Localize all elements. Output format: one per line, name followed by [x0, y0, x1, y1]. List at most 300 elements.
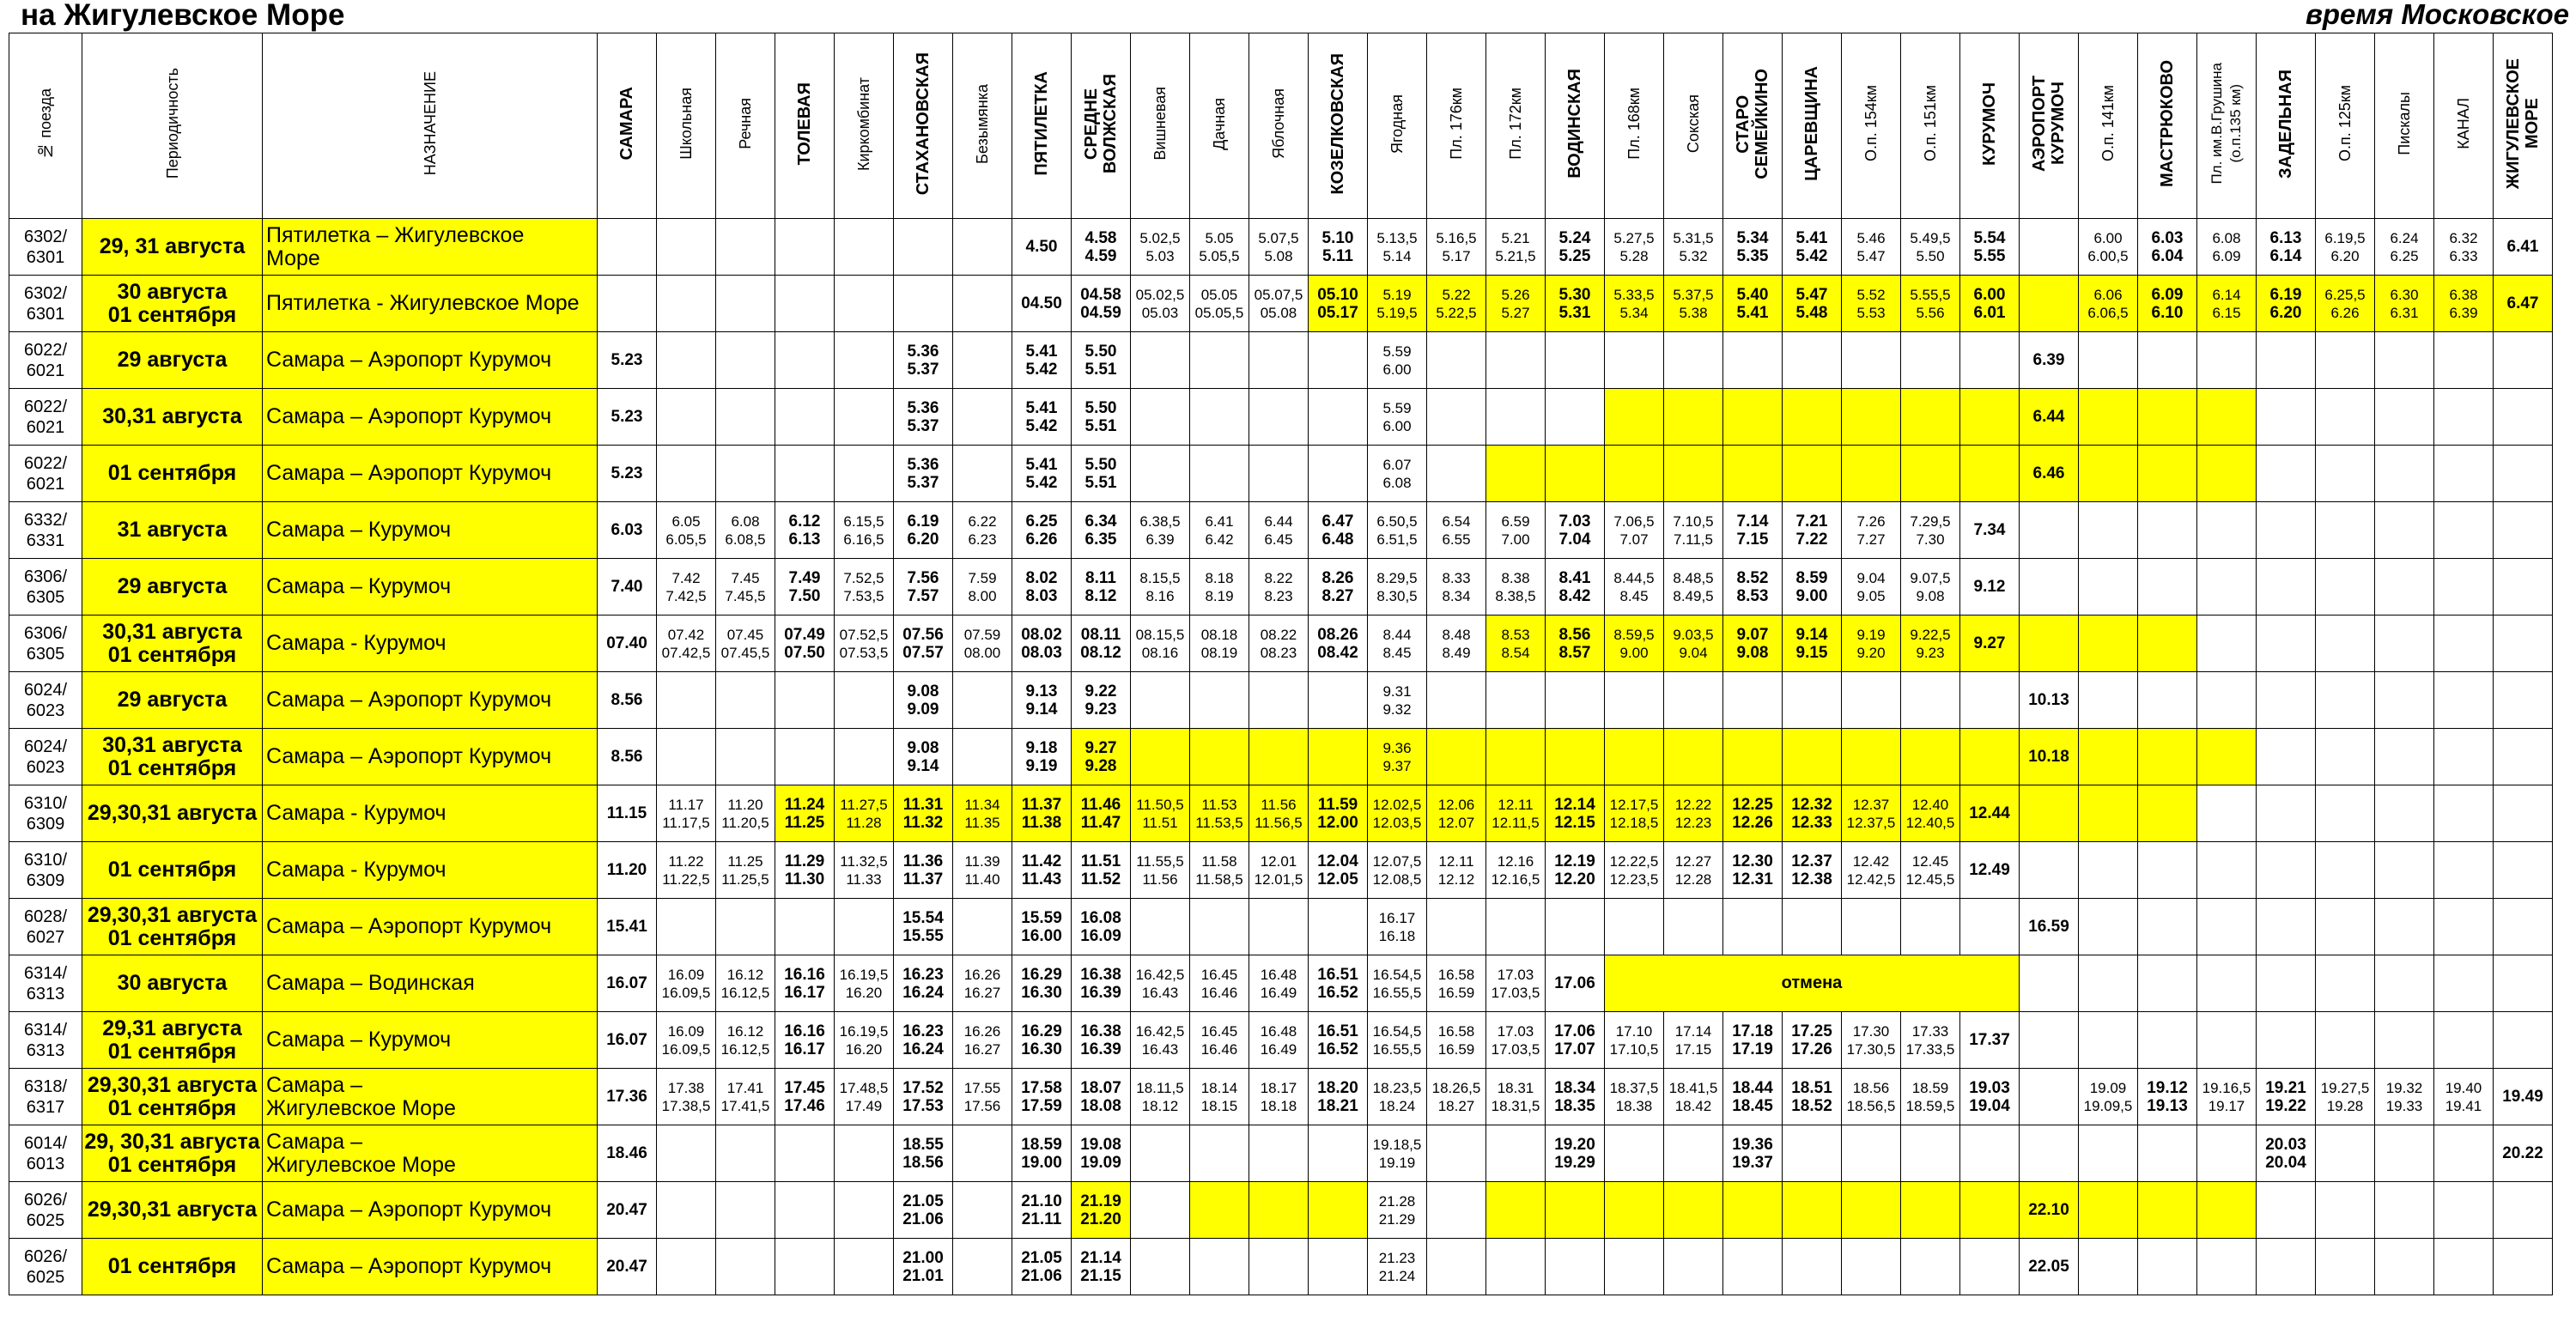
time-cell	[2138, 446, 2197, 502]
time-cell	[1427, 1125, 1486, 1182]
time-cell	[1960, 1182, 2020, 1239]
time-cell	[1723, 899, 1783, 955]
time-cell: 22.10	[2020, 1182, 2079, 1239]
time-cell	[1605, 1125, 1664, 1182]
time-cell: 4.50	[1012, 219, 1072, 276]
time-cell: 12.01 12.01,5	[1249, 842, 1309, 899]
time-cell	[1546, 672, 1605, 729]
time-cell: 5.22 5.22,5	[1427, 276, 1486, 332]
time-cell: 5.55,5 5.56	[1901, 276, 1960, 332]
train-number: 6318/ 6317	[9, 1069, 82, 1125]
time-cell: 5.41 5.42	[1783, 219, 1842, 276]
time-cell	[1427, 1239, 1486, 1295]
time-cell	[2138, 389, 2197, 446]
time-cell	[1249, 729, 1309, 785]
column-header	[2079, 33, 2138, 219]
time-cell	[894, 219, 953, 276]
time-cell: 6.34 6.35	[1072, 502, 1131, 559]
time-cell: 8.48,5 8.49,5	[1664, 559, 1723, 616]
time-cell: 11.37 11.38	[1012, 785, 1072, 842]
time-cell: 5.23	[598, 389, 657, 446]
time-cell	[2494, 502, 2553, 559]
time-cell	[775, 389, 835, 446]
time-cell: 08.18 08.19	[1190, 616, 1249, 672]
time-cell: 5.33,5 5.34	[1605, 276, 1664, 332]
column-label: Вишневая	[1151, 87, 1169, 161]
time-cell	[775, 1239, 835, 1295]
time-cell	[716, 446, 775, 502]
time-cell	[2494, 559, 2553, 616]
time-cell	[716, 389, 775, 446]
column-label: Пл. 176км	[1448, 88, 1465, 160]
time-cell	[2494, 955, 2553, 1012]
time-cell	[1664, 672, 1723, 729]
periodicity: 29, 30,31 августа 01 сентября	[82, 1125, 263, 1182]
column-label: СТАХАНОВСКАЯ	[914, 52, 933, 196]
time-cell: 16.29 16.30	[1012, 955, 1072, 1012]
time-cell: 6.12 6.13	[775, 502, 835, 559]
time-cell: 21.23 21.24	[1368, 1239, 1427, 1295]
time-cell: 7.45 7.45,5	[716, 559, 775, 616]
time-cell: 19.18,5 19.19	[1368, 1125, 1427, 1182]
time-cell	[657, 672, 716, 729]
time-cell: 18.59 18.59,5	[1901, 1069, 1960, 1125]
time-cell: 19.03 19.04	[1960, 1069, 2020, 1125]
periodicity: 30,31 августа 01 сентября	[82, 729, 263, 785]
time-cell: 11.20 11.20,5	[716, 785, 775, 842]
time-cell	[2138, 502, 2197, 559]
time-cell	[2020, 616, 2079, 672]
time-cell: 8.18 8.19	[1190, 559, 1249, 616]
time-cell	[657, 1125, 716, 1182]
time-cell: 7.26 7.27	[1842, 502, 1901, 559]
time-cell	[2375, 1125, 2434, 1182]
time-cell: 11.27,5 11.28	[835, 785, 894, 842]
column-label: О.п. 125км	[2336, 85, 2354, 162]
time-cell	[2079, 729, 2138, 785]
table-row	[9, 559, 2553, 616]
time-cell	[657, 276, 716, 332]
time-cell	[657, 899, 716, 955]
time-cell: 07.42 07.42,5	[657, 616, 716, 672]
time-cell: 17.06	[1546, 955, 1605, 1012]
periodicity: 01 сентября	[82, 446, 263, 502]
time-cell	[1190, 1182, 1249, 1239]
time-cell	[775, 899, 835, 955]
column-header	[1249, 33, 1309, 219]
time-cell: 12.30 12.31	[1723, 842, 1783, 899]
time-cell	[1960, 446, 2020, 502]
column-header	[1960, 33, 2020, 219]
time-cell: 5.16,5 5.17	[1427, 219, 1486, 276]
time-cell	[1901, 332, 1960, 389]
time-cell: 12.17,5 12.18,5	[1605, 785, 1664, 842]
time-cell: 08.22 08.23	[1249, 616, 1309, 672]
column-header	[2138, 33, 2197, 219]
time-cell: 5.23	[598, 332, 657, 389]
time-cell: 9.27	[1960, 616, 2020, 672]
time-cell	[2079, 672, 2138, 729]
time-cell: 22.05	[2020, 1239, 2079, 1295]
column-header	[775, 33, 835, 219]
time-cell	[1427, 332, 1486, 389]
time-cell	[1486, 332, 1546, 389]
train-number: 6022/ 6021	[9, 446, 82, 502]
time-cell	[2020, 1012, 2079, 1069]
time-cell	[2316, 1125, 2375, 1182]
time-cell: 04.50	[1012, 276, 1072, 332]
time-cell: 4.58 4.59	[1072, 219, 1131, 276]
time-cell	[953, 729, 1012, 785]
column-header	[894, 33, 953, 219]
time-cell	[2079, 1125, 2138, 1182]
column-label: ТОЛЕВАЯ	[795, 82, 814, 166]
time-cell: 6.32 6.33	[2434, 219, 2494, 276]
time-cell: 16.09 16.09,5	[657, 955, 716, 1012]
train-number: 6014/ 6013	[9, 1125, 82, 1182]
time-cell: 18.55 18.56	[894, 1125, 953, 1182]
time-cell: 9.22,5 9.23	[1901, 616, 1960, 672]
destination: Самара – Курумоч	[263, 1012, 598, 1069]
time-cell	[657, 446, 716, 502]
time-cell	[1664, 899, 1723, 955]
time-cell	[2434, 559, 2494, 616]
time-cell	[2079, 332, 2138, 389]
time-cell	[1486, 446, 1546, 502]
time-cell	[1723, 389, 1783, 446]
time-cell	[2197, 616, 2257, 672]
time-cell	[2197, 559, 2257, 616]
time-cell	[2375, 1239, 2434, 1295]
column-label: Речная	[737, 98, 754, 149]
time-cell	[775, 332, 835, 389]
time-cell	[1486, 1239, 1546, 1295]
time-cell	[2434, 1012, 2494, 1069]
destination: Самара – Аэропорт Курумоч	[263, 332, 598, 389]
table-row	[9, 842, 2553, 899]
time-cell: 16.07	[598, 955, 657, 1012]
column-label: МАСТРЮКОВО	[2158, 60, 2177, 187]
column-label: СТАРО СЕМЕЙКИНО	[1734, 68, 1771, 179]
time-cell	[657, 1239, 716, 1295]
time-cell	[2375, 1182, 2434, 1239]
time-cell: 05.07,5 05.08	[1249, 276, 1309, 332]
destination: Самара – Аэропорт Курумоч	[263, 1182, 598, 1239]
time-cell: 6.41 6.42	[1190, 502, 1249, 559]
time-cell	[1190, 672, 1249, 729]
time-cell: 6.06 6.06,5	[2079, 276, 2138, 332]
time-cell	[2138, 955, 2197, 1012]
column-label: СРЕДНЕ ВОЛЖСКАЯ	[1082, 73, 1120, 174]
time-cell	[2375, 502, 2434, 559]
time-cell: 21.00 21.01	[894, 1239, 953, 1295]
time-cell: 7.52,5 7.53,5	[835, 559, 894, 616]
time-cell: 7.34	[1960, 502, 2020, 559]
time-cell: 19.09 19.09,5	[2079, 1069, 2138, 1125]
time-cell: 12.11 12.12	[1427, 842, 1486, 899]
time-cell	[2079, 389, 2138, 446]
time-cell	[657, 1182, 716, 1239]
time-cell	[1131, 1125, 1190, 1182]
column-label: АЭРОПОРТ КУРУМОЧ	[2030, 75, 2068, 173]
time-cell	[2197, 955, 2257, 1012]
column-header	[9, 33, 82, 219]
time-cell: 11.34 11.35	[953, 785, 1012, 842]
time-cell: 5.05 5.05,5	[1190, 219, 1249, 276]
time-cell: 07.40	[598, 616, 657, 672]
time-cell: 8.52 8.53	[1723, 559, 1783, 616]
time-cell: 19.16,5 19.17	[2197, 1069, 2257, 1125]
time-cell	[2375, 1012, 2434, 1069]
train-number: 6314/ 6313	[9, 1012, 82, 1069]
time-cell	[2375, 955, 2434, 1012]
table-row	[9, 276, 2553, 332]
time-cell	[953, 276, 1012, 332]
time-cell: 9.14 9.15	[1783, 616, 1842, 672]
time-cell	[1901, 1125, 1960, 1182]
time-cell: 5.59 6.00	[1368, 332, 1427, 389]
column-label: ЦАРЕВЩИНА	[1802, 66, 1821, 181]
time-cell: 8.02 8.03	[1012, 559, 1072, 616]
column-header	[82, 33, 263, 219]
time-cell	[2197, 672, 2257, 729]
time-cell	[1842, 672, 1901, 729]
column-header	[1012, 33, 1072, 219]
time-cell	[1723, 1182, 1783, 1239]
column-header	[2197, 33, 2257, 219]
time-cell	[1427, 729, 1486, 785]
time-cell	[2316, 672, 2375, 729]
time-cell: 10.13	[2020, 672, 2079, 729]
time-cell	[1309, 899, 1368, 955]
time-cell	[835, 1125, 894, 1182]
time-cell: 5.41 5.42	[1012, 332, 1072, 389]
time-cell	[1723, 672, 1783, 729]
time-cell	[2434, 842, 2494, 899]
time-cell	[2434, 1239, 2494, 1295]
time-cell	[775, 729, 835, 785]
time-cell: 17.25 17.26	[1783, 1012, 1842, 1069]
time-cell: 07.52,5 07.53,5	[835, 616, 894, 672]
time-cell	[775, 1125, 835, 1182]
time-cell	[2316, 955, 2375, 1012]
time-cell: 16.12 16.12,5	[716, 1012, 775, 1069]
column-header	[1901, 33, 1960, 219]
time-cell: 5.26 5.27	[1486, 276, 1546, 332]
time-cell	[1427, 389, 1486, 446]
time-cell: 9.07,5 9.08	[1901, 559, 1960, 616]
time-cell: 5.27,5 5.28	[1605, 219, 1664, 276]
time-cell	[1901, 1239, 1960, 1295]
time-cell	[1723, 729, 1783, 785]
time-cell	[953, 219, 1012, 276]
time-cell	[1664, 1125, 1723, 1182]
time-cell: 8.38 8.38,5	[1486, 559, 1546, 616]
time-cell	[2375, 616, 2434, 672]
time-cell	[1783, 332, 1842, 389]
time-cell: 16.54,5 16.55,5	[1368, 1012, 1427, 1069]
time-cell	[2079, 842, 2138, 899]
column-label: Сокская	[1685, 94, 1702, 154]
time-cell: 8.44,5 8.45	[1605, 559, 1664, 616]
time-cell: 19.27,5 19.28	[2316, 1069, 2375, 1125]
time-cell: 11.32,5 11.33	[835, 842, 894, 899]
time-cell: 20.03 20.04	[2257, 1125, 2316, 1182]
time-cell	[1960, 1239, 2020, 1295]
time-cell	[1783, 446, 1842, 502]
time-cell	[2257, 785, 2316, 842]
time-cell	[1783, 899, 1842, 955]
time-cell: 16.59	[2020, 899, 2079, 955]
time-cell: 16.19,5 16.20	[835, 955, 894, 1012]
train-number: 6314/ 6313	[9, 955, 82, 1012]
time-cell: 5.37,5 5.38	[1664, 276, 1723, 332]
time-cell: 07.49 07.50	[775, 616, 835, 672]
time-cell: 16.17 16.18	[1368, 899, 1427, 955]
time-cell: 17.45 17.46	[775, 1069, 835, 1125]
time-cell	[1249, 446, 1309, 502]
time-cell: 9.31 9.32	[1368, 672, 1427, 729]
timetable	[9, 33, 2553, 1295]
time-cell: 6.15,5 6.16,5	[835, 502, 894, 559]
column-header	[2434, 33, 2494, 219]
time-cell	[2434, 1125, 2494, 1182]
time-cell: 17.41 17.41,5	[716, 1069, 775, 1125]
time-cell	[2079, 1239, 2138, 1295]
time-cell	[1605, 1182, 1664, 1239]
time-cell: 12.11 12.11,5	[1486, 785, 1546, 842]
time-cell	[2079, 446, 2138, 502]
time-cell: 12.02,5 12.03,5	[1368, 785, 1427, 842]
time-cell	[2375, 729, 2434, 785]
time-cell	[2494, 842, 2553, 899]
time-cell: 6.05 6.05,5	[657, 502, 716, 559]
time-cell: 6.08 6.08,5	[716, 502, 775, 559]
time-cell: 17.06 17.07	[1546, 1012, 1605, 1069]
time-cell	[835, 672, 894, 729]
time-cell	[1842, 446, 1901, 502]
time-cell	[2079, 1182, 2138, 1239]
column-label: Киркомбинат	[855, 76, 872, 171]
time-cell	[2020, 1069, 2079, 1125]
time-cell	[2138, 785, 2197, 842]
time-cell	[1960, 332, 2020, 389]
time-cell: 17.33 17.33,5	[1901, 1012, 1960, 1069]
table-row	[9, 1069, 2553, 1125]
time-cell: 18.26,5 18.27	[1427, 1069, 1486, 1125]
time-cell: 8.59 9.00	[1783, 559, 1842, 616]
train-number: 6306/ 6305	[9, 616, 82, 672]
time-cell	[1131, 672, 1190, 729]
time-cell	[1901, 389, 1960, 446]
time-cell: 8.56	[598, 672, 657, 729]
column-header	[1783, 33, 1842, 219]
time-cell: 8.11 8.12	[1072, 559, 1131, 616]
time-cell: 17.52 17.53	[894, 1069, 953, 1125]
time-cell	[2375, 899, 2434, 955]
time-cell	[716, 1125, 775, 1182]
time-cell: 17.18 17.19	[1723, 1012, 1783, 1069]
time-cell	[1783, 389, 1842, 446]
time-cell: 8.59,5 9.00	[1605, 616, 1664, 672]
time-cell: 8.53 8.54	[1486, 616, 1546, 672]
time-cell	[2138, 1125, 2197, 1182]
time-cell: 04.58 04.59	[1072, 276, 1131, 332]
time-cell: 11.31 11.32	[894, 785, 953, 842]
time-cell	[1605, 446, 1664, 502]
time-cell	[657, 389, 716, 446]
time-cell: 07.59 08.00	[953, 616, 1012, 672]
time-cell	[2494, 446, 2553, 502]
column-header	[2020, 33, 2079, 219]
time-cell	[835, 389, 894, 446]
periodicity: 01 сентября	[82, 1239, 263, 1295]
time-cell: 6.13 6.14	[2257, 219, 2316, 276]
table-row	[9, 446, 2553, 502]
periodicity: 29 августа	[82, 559, 263, 616]
time-cell: 11.17 11.17,5	[657, 785, 716, 842]
time-cell	[716, 729, 775, 785]
time-cell	[2434, 332, 2494, 389]
time-cell: 12.40 12.40,5	[1901, 785, 1960, 842]
time-cell	[2138, 672, 2197, 729]
time-cell	[2257, 559, 2316, 616]
time-cell: 11.59 12.00	[1309, 785, 1368, 842]
time-cell: 18.23,5 18.24	[1368, 1069, 1427, 1125]
train-number: 6302/ 6301	[9, 219, 82, 276]
time-cell: 5.36 5.37	[894, 332, 953, 389]
time-cell: 16.38 16.39	[1072, 1012, 1131, 1069]
time-cell	[2375, 446, 2434, 502]
time-cell: 9.04 9.05	[1842, 559, 1901, 616]
periodicity: 30,31 августа	[82, 389, 263, 446]
time-cell	[1190, 332, 1249, 389]
column-label: ВОДИНСКАЯ	[1565, 69, 1584, 179]
column-header	[2375, 33, 2434, 219]
time-cell: 08.26 08.42	[1309, 616, 1368, 672]
time-cell: 20.22	[2494, 1125, 2553, 1182]
time-cell	[2434, 502, 2494, 559]
time-cell	[1249, 899, 1309, 955]
time-cell: 9.19 9.20	[1842, 616, 1901, 672]
table-row	[9, 955, 2553, 1012]
time-cell: 9.08 9.09	[894, 672, 953, 729]
column-label: КАНАЛ	[2455, 98, 2472, 149]
time-cell	[1131, 899, 1190, 955]
time-cell	[953, 389, 1012, 446]
time-cell: 5.59 6.00	[1368, 389, 1427, 446]
time-cell	[2020, 559, 2079, 616]
time-cell	[1309, 446, 1368, 502]
time-cell	[1960, 1125, 2020, 1182]
time-cell	[1131, 389, 1190, 446]
time-cell	[2138, 899, 2197, 955]
time-cell: 8.26 8.27	[1309, 559, 1368, 616]
time-cell	[1783, 1182, 1842, 1239]
time-cell: 6.00 6.00,5	[2079, 219, 2138, 276]
time-cell	[2257, 502, 2316, 559]
time-cell	[1427, 1182, 1486, 1239]
time-cell	[953, 446, 1012, 502]
time-cell	[1131, 332, 1190, 389]
time-cell	[2079, 785, 2138, 842]
time-cell: 5.54 5.55	[1960, 219, 2020, 276]
time-cell: 9.13 9.14	[1012, 672, 1072, 729]
time-cell: 11.56 11.56,5	[1249, 785, 1309, 842]
time-cell	[2079, 616, 2138, 672]
time-cell: 16.42,5 16.43	[1131, 1012, 1190, 1069]
time-cell	[2197, 332, 2257, 389]
